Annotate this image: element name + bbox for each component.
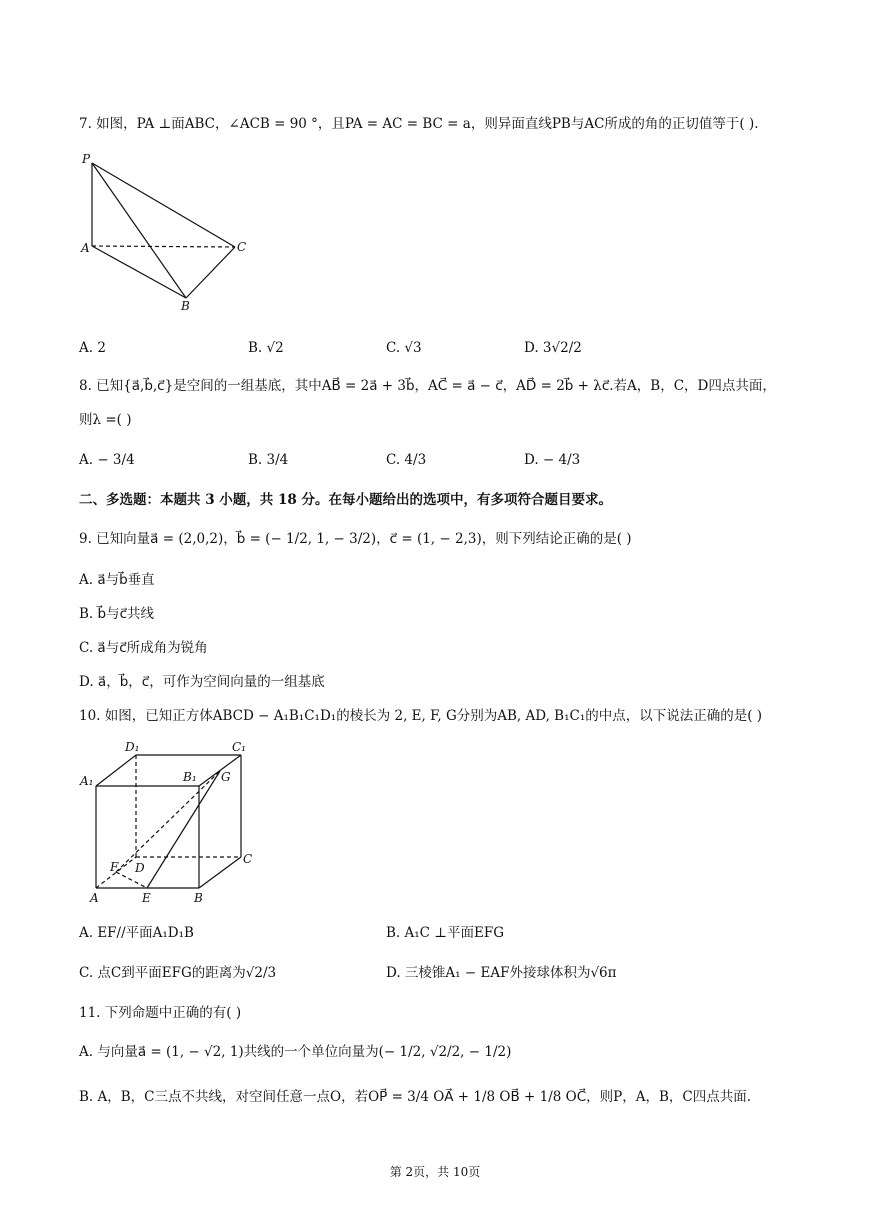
q10-option-a: A. EF//平面A₁D₁B (79, 925, 194, 941)
q8-stem: 8. 已知{a⃗,b⃗,c⃗}是空间的一组基底，其中AB⃗ = 2a⃗ + 3b⃗，AC⃗ = a⃗ − c⃗，AD⃗ = 2b⃗ + λc⃗.若A，B，C，D四点共面， (79, 378, 776, 394)
q11-option-a: A. 与向量a⃗ = (1, − √2, 1)共线的一个单位向量为(− 1/2, √2/2, − 1/2) (79, 1044, 512, 1060)
q10-label-a1: A₁ (80, 774, 94, 788)
page-footer: 第 2页，共 10页 (389, 1165, 481, 1179)
q10-option-d: D. 三棱锥A₁ − EAF外接球体积为√6π (386, 965, 617, 981)
q7-label-c: C (237, 240, 247, 254)
q7-figure (78, 150, 258, 310)
q9-stem: 9. 已知向量a⃗ = (2,0,2)，b⃗ = (− 1/2, 1, − 3/2)，c⃗ = (1, − 2,3)，则下列结论正确的是( ) (79, 531, 632, 547)
q7-stem: 7. 如图，PA ⊥面ABC，∠ACB = 90 °，且PA = AC = BC = a，则异面直线PB与AC所成的角的正切值等于( ). (79, 116, 759, 132)
q7-option-c: C. √3 (386, 340, 422, 356)
q10-label-c: C (243, 852, 253, 866)
q7-label-b: B (181, 299, 190, 310)
q10-stem: 10. 如图，已知正方体ABCD − A₁B₁C₁D₁的棱长为 2, E, F, G分别为AB, AD, B₁C₁的中点，以下说法正确的是( ) (79, 708, 763, 724)
q11-option-b: B. A，B，C三点不共线，对空间任意一点O，若OP⃗ = 3/4 OA⃗ + 1/8 OB⃗ + 1/8 OC⃗，则P，A，B，C四点共面. (79, 1089, 752, 1105)
q8-option-b: B. 3/4 (248, 452, 289, 468)
q8-option-c: C. 4/3 (386, 452, 427, 468)
q10-label-d: D (135, 861, 145, 875)
q7-label-p: P (82, 152, 91, 166)
q10-label-g: G (221, 770, 231, 784)
q8-option-a: A. − 3/4 (79, 452, 135, 468)
q7-option-a: A. 2 (79, 340, 106, 356)
q10-label-c1: C₁ (232, 740, 246, 754)
q8-option-d: D. − 4/3 (524, 452, 581, 468)
q10-label-f: F (110, 860, 119, 874)
q10-label-b1: B₁ (183, 770, 197, 784)
q10-label-e: E (142, 891, 151, 905)
q10-label-a: A (90, 891, 99, 905)
q7-option-b: B. √2 (248, 340, 284, 356)
q10-option-c: C. 点C到平面EFG的距离为√2/3 (79, 965, 277, 981)
q10-label-d1: D₁ (125, 740, 140, 754)
q10-option-b: B. A₁C ⊥平面EFG (386, 925, 504, 941)
q7-label-a: A (81, 241, 90, 255)
q7-option-d: D. 3√2/2 (524, 340, 582, 356)
q8-stem-cont: 则λ =( ) (79, 412, 132, 428)
section-heading: 二、多选题：本题共 3 小题，共 18 分。在每小题给出的选项中，有多项符合题目要求。 (79, 492, 612, 508)
q9-option-a: A. a⃗与b⃗垂直 (79, 572, 155, 588)
q10-label-b: B (194, 891, 203, 905)
q11-stem: 11. 下列命题中正确的有( ) (79, 1005, 242, 1021)
q9-option-c: C. a⃗与c⃗所成角为锐角 (79, 640, 208, 656)
q9-option-d: D. a⃗，b⃗，c⃗，可作为空间向量的一组基底 (79, 674, 325, 690)
q9-option-b: B. b⃗与c⃗共线 (79, 606, 154, 622)
q10-figure (75, 735, 275, 910)
